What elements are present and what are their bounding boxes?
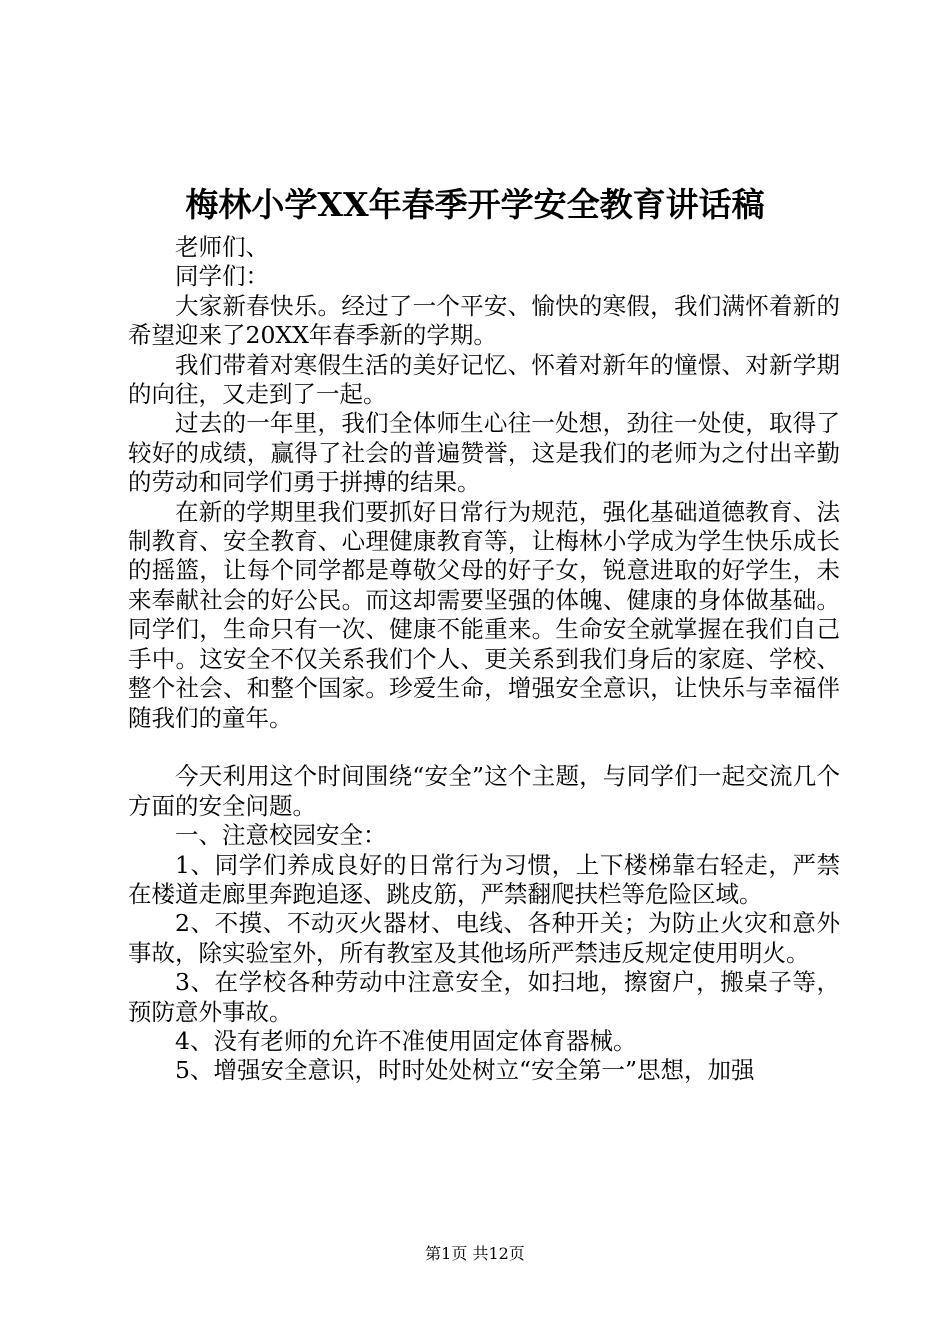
list-item-1: 1、同学们养成良好的日常行为习惯，上下楼梯靠右轻走，严禁在楼道走廊里奔跑追逐、跳皮筋，严禁翻爬扶栏等危险区域。	[128, 850, 840, 908]
list-item-5: 5、增强安全意识，时时处处树立“安全第一”思想，加强	[175, 1056, 755, 1085]
list-item-4: 4、没有老师的允许不准使用固定体育器械。	[175, 1026, 637, 1055]
document-title: 梅林小学XX年春季开学安全教育讲话稿	[185, 185, 765, 224]
paragraph-past-year: 过去的一年里，我们全体师生心往一处想，劲往一处使，取得了较好的成绩，赢得了社会的普遍赞誉，这是我们的老师为之付出辛勤的劳动和同学们勇于拼搏的结果。	[128, 409, 840, 497]
salutation-teachers: 老师们、	[175, 233, 269, 261]
paragraph-greeting: 大家新春快乐。经过了一个平安、愉快的寒假，我们满怀着新的希望迎来了20XX年春季新的学期。	[128, 291, 840, 350]
list-item-3: 3、在学校各种劳动中注意安全，如扫地，擦窗户，搬桌子等，预防意外事故。	[128, 968, 840, 1026]
list-item-2: 2、不摸、不动灭火器材、电线、各种开关；为防止火灾和意外事故，除实验室外，所有教室及其他场所严禁违反规定使用明火。	[128, 909, 840, 967]
paragraph-topic-intro: 今天利用这个时间围绕“安全”这个主题，与同学们一起交流几个方面的安全问题。	[128, 762, 840, 820]
section-heading-campus-safety: 一、注意校园安全：	[175, 821, 387, 850]
page-number-footer: 第1页 共12页	[425, 1244, 525, 1263]
paragraph-new-semester: 在新的学期里我们要抓好日常行为规范，强化基础道德教育、法制教育、安全教育、心理健康教育等，让梅林小学成为学生快乐成长的摇篮，让每个同学都是尊敬父母的好子女，锐意进取的好学生，未来奉献社会的好公民。而这却需要坚强的体魄、健康的身体做基础。同学们，生命只有一次、健康不能重来。生命安全就掌握在我们自己手中。这安全不仅关系我们个人、更关系到我们身后的家庭、学校、整个社会、和整个国家。珍爱生命，增强安全意识，让快乐与幸福伴随我们的童年。	[128, 497, 840, 732]
salutation-students: 同学们：	[175, 262, 269, 291]
document-body	[128, 233, 840, 1086]
paragraph-gathering: 我们带着对寒假生活的美好记忆、怀着对新年的憧憬、对新学期的向往，又走到了一起。	[128, 350, 840, 409]
